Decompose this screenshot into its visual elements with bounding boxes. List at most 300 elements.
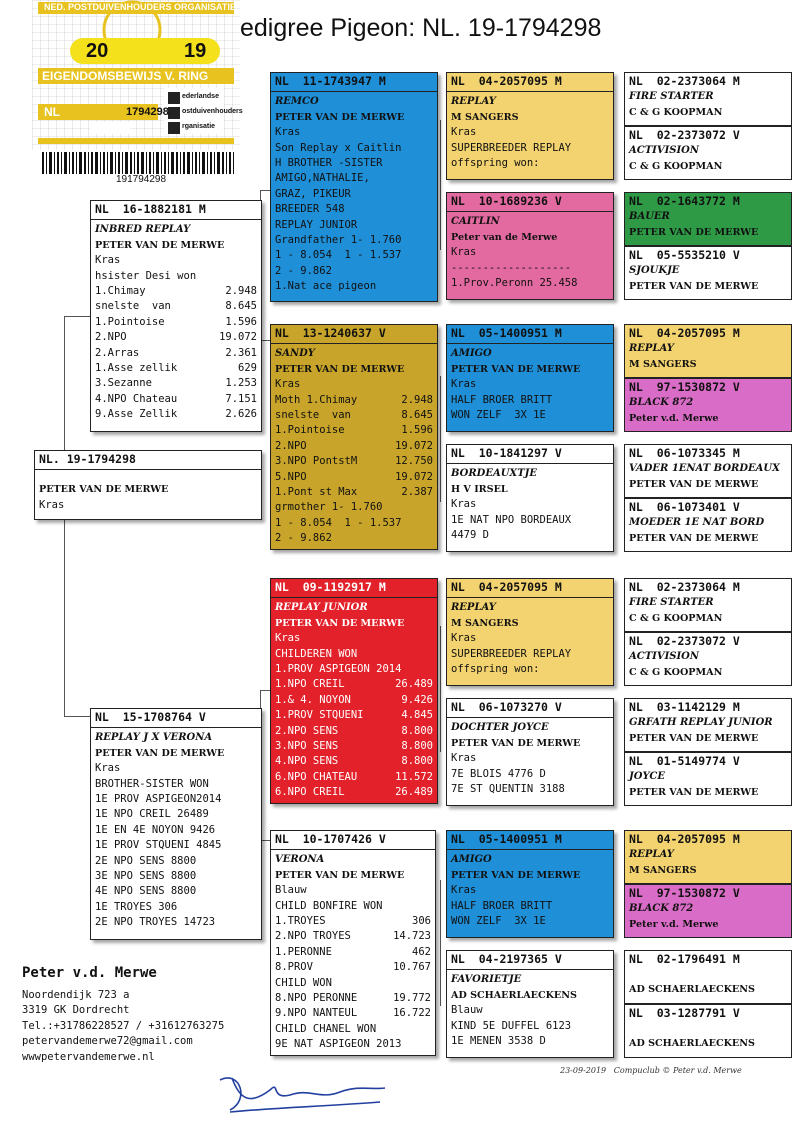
bird-name: BAUER	[629, 211, 670, 223]
result-line	[95, 392, 257, 407]
result-label: CHILD BONFIRE WON	[275, 899, 383, 912]
certificate-number: 1794298	[126, 106, 169, 118]
result-label: 2E NPO TROYES 14723	[95, 916, 216, 929]
ancestor-card-3-bottom[interactable]	[624, 498, 792, 552]
result-line	[275, 439, 433, 454]
bird-color: Kras	[451, 752, 477, 765]
owner-name: Peter v.d. Merwe	[629, 412, 719, 424]
result-line	[275, 156, 433, 171]
owner-name: C & G KOOPMAN	[629, 160, 723, 172]
result-value: 19.072	[219, 331, 257, 344]
result-label: 2.Arras	[95, 346, 140, 359]
result-label: 2.NPO	[95, 331, 127, 344]
certificate-org-p: ostduivenhouders	[182, 108, 243, 115]
result-label: 1E MENEN 3538 D	[451, 1035, 546, 1048]
result-label: 1.Nat ace pigeon	[275, 280, 377, 293]
result-line	[275, 785, 433, 800]
result-label: 1.PROV STQUENI	[275, 709, 364, 722]
result-line	[275, 500, 433, 515]
card-divider	[447, 849, 613, 850]
result-line	[95, 346, 257, 361]
card-divider	[91, 727, 261, 728]
result-value: 8.800	[401, 724, 433, 737]
result-label: BROTHER-SISTER WON	[95, 777, 209, 790]
owner-name: PETER VAN DE MERWE	[629, 226, 759, 238]
bird-color: Kras	[275, 632, 301, 645]
result-line	[95, 900, 257, 915]
pedigree-card-mmm[interactable]	[446, 950, 614, 1058]
result-line	[451, 1019, 609, 1034]
result-label: 7E BLOIS 4776 D	[451, 767, 546, 780]
ancestor-card-3-top[interactable]	[624, 444, 792, 498]
result-line	[95, 838, 257, 853]
result-line	[451, 528, 609, 543]
bird-color: Kras	[451, 126, 477, 139]
result-label: offspring won:	[451, 663, 540, 676]
result-line	[95, 361, 257, 376]
result-line	[451, 141, 609, 156]
bird-name: JOYCE	[629, 771, 665, 783]
bird-name: REMCO	[275, 96, 319, 108]
ring-number: NL 03-1142129 M	[629, 700, 740, 714]
connector-line	[260, 190, 270, 191]
result-line	[275, 408, 433, 423]
result-line	[95, 299, 257, 314]
bird-name: MOEDER 1E NAT BORD	[629, 517, 765, 529]
owner-name: PETER VAN DE MERWE	[95, 239, 225, 251]
result-label: 1.NPO CREIL	[275, 678, 345, 691]
result-line	[275, 899, 431, 914]
result-line	[451, 156, 609, 171]
ring-number: NL 02-2373072 V	[629, 634, 740, 648]
card-divider	[271, 343, 437, 344]
bird-color: Blauw	[275, 884, 307, 897]
result-line	[275, 1022, 431, 1037]
ancestor-card-0-top[interactable]	[624, 72, 792, 126]
owner-name: PETER VAN DE MERWE	[275, 617, 405, 629]
connector-line	[440, 880, 441, 1006]
result-line	[95, 376, 257, 391]
owner-name: PETER VAN DE MERWE	[39, 484, 169, 496]
result-line	[275, 991, 431, 1006]
result-value: 26.489	[395, 678, 433, 691]
result-label: -------------------	[451, 261, 572, 274]
connector-line	[64, 520, 65, 716]
bird-name: REPLAY	[451, 96, 496, 108]
connector-line	[64, 716, 90, 717]
ring-number: NL 03-1287791 V	[629, 1006, 740, 1020]
bird-color: Kras	[39, 498, 65, 511]
ring-number: NL 10-1689236 V	[451, 194, 562, 208]
phone-line: Tel.:+31786228527 / +31612763275	[22, 1019, 225, 1032]
result-label: 3.NPO PontstM	[275, 455, 358, 468]
result-line	[451, 1034, 609, 1049]
result-line	[275, 662, 433, 677]
result-line	[451, 261, 609, 276]
main-bird-card[interactable]	[34, 450, 262, 520]
result-value: 4.845	[401, 709, 433, 722]
result-line	[95, 777, 257, 792]
result-label: CHILD CHANEL WON	[275, 1022, 377, 1035]
bird-name: REPLAY	[629, 343, 674, 355]
result-label: CHILD WON	[275, 976, 332, 989]
result-line	[275, 171, 433, 186]
owner-name: PETER VAN DE MERWE	[451, 737, 581, 749]
result-value: 8.800	[401, 755, 433, 768]
owner-name: Peter v.d. Merwe	[629, 918, 719, 930]
result-label: AMIGO,NATHALIE,	[275, 172, 370, 185]
ring-number: NL 06-1073345 M	[629, 446, 740, 460]
print-date: 23-09-2019	[560, 1066, 607, 1075]
bird-name: REPLAY JUNIOR	[275, 602, 368, 614]
result-label: snelste van	[275, 409, 351, 422]
result-label: 6.NPO CREIL	[275, 786, 345, 799]
result-label: 1.Pointoise	[95, 315, 165, 328]
result-value: 16.722	[393, 1007, 431, 1020]
owner-name: AD SCHAERLAECKENS	[451, 989, 577, 1001]
result-value: 11.572	[395, 770, 433, 783]
result-value: 19.772	[393, 992, 431, 1005]
result-line	[95, 330, 257, 345]
result-label: WON ZELF 3X 1E	[451, 409, 546, 422]
result-label: 9.Asse Zellik	[95, 408, 178, 421]
bird-name: CAITLIN	[451, 216, 500, 228]
bird-name: VERONA	[275, 854, 325, 866]
bird-color: Kras	[451, 632, 477, 645]
ancestor-card-5-top[interactable]	[624, 698, 792, 752]
bird-name: FAVORIETJE	[451, 974, 522, 986]
result-line	[451, 393, 609, 408]
owner-name: Peter van de Merwe	[451, 231, 558, 243]
connector-line	[64, 316, 65, 452]
owner-name: M SANGERS	[451, 111, 519, 123]
result-label: 1.PROV ASPIGEON 2014	[275, 663, 402, 676]
bird-name: GRFATH REPLAY JUNIOR	[629, 717, 773, 729]
bird-color: Kras	[275, 378, 301, 391]
bird-name: FIRE STARTER	[629, 597, 714, 609]
result-line	[275, 708, 433, 723]
pedigree-card-ff[interactable]	[270, 72, 438, 302]
pedigree-card-fm[interactable]	[270, 324, 438, 550]
result-line	[95, 284, 257, 299]
result-label: 1.Chimay	[95, 285, 146, 298]
ring-number: NL 01-5149774 V	[629, 754, 740, 768]
result-line	[275, 233, 433, 248]
pedigree-card-mfm[interactable]	[446, 698, 614, 806]
result-line	[275, 141, 433, 156]
result-line	[275, 187, 433, 202]
pedigree-card-fff[interactable]	[446, 72, 614, 180]
result-line	[95, 792, 257, 807]
result-line	[275, 423, 433, 438]
result-label: 1E PROV ASPIGEON2014	[95, 793, 222, 806]
ancestor-card-7-top[interactable]	[624, 950, 792, 1004]
result-line	[275, 724, 433, 739]
result-line	[451, 767, 609, 782]
result-line	[275, 516, 433, 531]
result-label: KIND 5E DUFFEL 6123	[451, 1019, 572, 1032]
pedigree-card-fmm[interactable]	[446, 444, 614, 552]
card-divider	[271, 849, 435, 850]
ring-number: NL 06-1073401 V	[629, 500, 740, 514]
email-line[interactable]: petervandemerwe72@gmail.com	[22, 1035, 193, 1047]
ring-number: NL 10-1707426 V	[275, 832, 386, 846]
result-value: 19.072	[395, 470, 433, 483]
result-value: 26.489	[395, 786, 433, 799]
result-label: Moth 1.Chimay	[275, 393, 358, 406]
website-line[interactable]: wwwpetervandemerwe.nl	[22, 1050, 155, 1063]
ancestor-card-5-bottom[interactable]	[624, 752, 792, 806]
connector-line	[64, 316, 90, 317]
result-line	[95, 407, 257, 422]
pedigree-card-mf[interactable]	[270, 578, 438, 804]
pedigree-card-father[interactable]	[90, 200, 262, 432]
result-label: REPLAY JUNIOR	[275, 218, 358, 231]
owner-name: H V IRSEL	[451, 483, 508, 495]
bird-name: REPLAY	[451, 602, 496, 614]
owner-name: PETER VAN DE MERWE	[275, 363, 405, 375]
card-divider	[447, 969, 613, 970]
ring-number: NL 15-1708764 V	[95, 710, 206, 724]
ring-number: NL 10-1841297 V	[451, 446, 562, 460]
certificate-year-left: 20	[86, 40, 109, 62]
result-line	[275, 454, 433, 469]
owner-name: PETER VAN DE MERWE	[451, 869, 581, 881]
result-value: 1.596	[401, 424, 433, 437]
result-label: 8.PROV	[275, 961, 313, 974]
result-label: 1.Pointoise	[275, 424, 345, 437]
ring-number: NL 04-2057095 M	[451, 74, 562, 88]
bird-color: Kras	[451, 498, 477, 511]
result-line	[275, 770, 433, 785]
result-value: 9.426	[401, 693, 433, 706]
ownership-certificate	[8, 0, 243, 190]
result-label: 1.PERONNE	[275, 945, 332, 958]
result-label: 2 - 9.862	[275, 264, 332, 277]
print-credit: Compuclub © Peter v.d. Merwe	[613, 1066, 742, 1075]
result-label: HALF BROER BRITT	[451, 899, 553, 912]
certificate-barcode-number: 191794298	[116, 174, 167, 185]
owner-name: PETER VAN DE MERWE	[629, 786, 759, 798]
bird-color: Kras	[451, 884, 477, 897]
ancestor-card-0-bottom[interactable]	[624, 126, 792, 180]
card-divider	[447, 211, 613, 212]
result-value: 2.626	[225, 408, 257, 421]
result-line	[95, 823, 257, 838]
ring-number: NL 04-2057095 M	[451, 580, 562, 594]
result-line	[95, 807, 257, 822]
result-label: GRAZ, PIKEUR	[275, 187, 351, 200]
result-label: offspring won:	[451, 157, 540, 170]
result-label: 2E NPO SENS 8800	[95, 854, 197, 867]
result-value: 462	[412, 945, 431, 958]
pedigree-card-mff[interactable]	[446, 578, 614, 686]
ancestor-card-4-top[interactable]	[624, 578, 792, 632]
result-value: 12.750	[395, 455, 433, 468]
result-line	[275, 914, 431, 929]
owner-name: PETER VAN DE MERWE	[451, 363, 581, 375]
pedigree-card-fmf[interactable]	[446, 324, 614, 432]
bird-name: SANDY	[275, 348, 315, 360]
result-label: 1E NPO CREIL 26489	[95, 808, 209, 821]
result-label: 1 - 8.054 1 - 1.537	[275, 249, 402, 262]
ring-number: NL 02-1796491 M	[629, 952, 740, 966]
result-label: 1.Asse zellik	[95, 362, 178, 375]
result-label: Grandfather 1- 1.760	[275, 234, 402, 247]
result-line	[275, 960, 431, 975]
bird-name	[629, 1021, 787, 1036]
pedigree-card-mmf[interactable]	[446, 830, 614, 938]
owner-name: AD SCHAERLAECKENS	[629, 1038, 755, 1050]
bird-name: AMIGO	[451, 854, 492, 866]
bird-name: REPLAY J X VERONA	[95, 732, 213, 744]
result-line	[275, 279, 433, 294]
result-line	[95, 854, 257, 869]
result-label: 3E NPO SENS 8800	[95, 870, 197, 883]
ring-number: NL 13-1240637 V	[275, 326, 386, 340]
result-label: Son Replay x Caitlin	[275, 141, 402, 154]
bird-color: Kras	[95, 254, 121, 267]
card-divider	[447, 463, 613, 464]
bird-name: SJOUKJE	[629, 265, 680, 277]
result-line	[275, 929, 431, 944]
ring-number: NL 02-1643772 M	[629, 194, 740, 208]
bird-name: AMIGO	[451, 348, 492, 360]
result-label: 2.NPO TROYES	[275, 930, 351, 943]
result-line	[275, 485, 433, 500]
owner-name: M SANGERS	[451, 617, 519, 629]
result-line	[451, 782, 609, 797]
ancestor-card-1-top[interactable]	[624, 192, 792, 246]
result-line	[451, 914, 609, 929]
result-value: 629	[238, 362, 257, 375]
result-label: 2 - 9.862	[275, 532, 332, 545]
result-label: 1.TROYES	[275, 915, 326, 928]
result-line	[95, 884, 257, 899]
result-line	[275, 945, 431, 960]
bird-name	[629, 967, 787, 982]
bird-name: ACTIVISION	[629, 651, 700, 663]
result-label: BREEDER 548	[275, 203, 345, 216]
result-line	[95, 269, 257, 284]
ancestor-card-2-bottom[interactable]	[624, 378, 792, 432]
pedigree-card-mother[interactable]	[90, 708, 262, 940]
pedigree-card-mm[interactable]	[270, 830, 436, 1056]
connector-line	[440, 376, 441, 502]
owner-name: PETER VAN DE MERWE	[629, 532, 759, 544]
result-line	[275, 264, 433, 279]
result-line	[451, 662, 609, 677]
ring-number: NL 16-1882181 M	[95, 202, 206, 216]
bird-name: FIRE STARTER	[629, 91, 714, 103]
result-line	[95, 315, 257, 330]
ring-number: NL 02-2373064 M	[629, 580, 740, 594]
bird-color: Kras	[451, 378, 477, 391]
result-value: 2.948	[225, 285, 257, 298]
ring-number: NL 04-2057095 M	[629, 326, 740, 340]
result-value: 14.723	[393, 930, 431, 943]
result-label: 4.NPO Chateau	[95, 392, 178, 405]
page-title: edigree Pigeon: NL. 19-1794298	[240, 14, 602, 42]
result-value: 2.361	[225, 346, 257, 359]
result-line	[95, 869, 257, 884]
ring-number: NL 05-1400951 M	[451, 832, 562, 846]
result-label: 1E EN 4E NOYON 9426	[95, 823, 216, 836]
result-line	[275, 470, 433, 485]
owner-name: C & G KOOPMAN	[629, 666, 723, 678]
result-line	[275, 202, 433, 217]
result-label: snelste van	[95, 300, 171, 313]
ancestor-card-6-top[interactable]	[624, 830, 792, 884]
ancestor-card-1-bottom[interactable]	[624, 246, 792, 300]
ring-number: NL 04-2197365 V	[451, 952, 562, 966]
result-label: 1 - 8.054 1 - 1.537	[275, 516, 402, 529]
ring-number: NL. 19-1794298	[39, 452, 136, 466]
result-value: 8.645	[225, 300, 257, 313]
bird-color: Kras	[95, 762, 121, 775]
result-line	[275, 754, 433, 769]
city-line: 3319 GK Dordrecht	[22, 1004, 130, 1016]
bird-name: BORDEAUXTJE	[451, 468, 537, 480]
ring-number: NL 09-1192917 M	[275, 580, 386, 594]
ancestor-card-2-top[interactable]	[624, 324, 792, 378]
certificate-year-right: 19	[184, 40, 207, 62]
breeder-name: Peter v.d. Merwe	[22, 965, 157, 981]
result-line	[275, 693, 433, 708]
result-label: 9E NAT ASPIGEON 2013	[275, 1038, 402, 1051]
print-stamp	[560, 1066, 742, 1075]
card-divider	[271, 597, 437, 598]
bird-color: Blauw	[451, 1004, 483, 1017]
result-label: HALF BROER BRITT	[451, 393, 553, 406]
result-line	[451, 513, 609, 528]
result-line	[451, 647, 609, 662]
result-label: H BROTHER -SISTER	[275, 157, 383, 170]
card-divider	[271, 91, 437, 92]
result-value: 10.767	[393, 961, 431, 974]
result-label: hsister Desi won	[95, 269, 197, 282]
address-line: Noordendijk 723 a	[22, 988, 130, 1001]
result-label: 8.NPO PERONNE	[275, 992, 358, 1005]
pedigree-card-ffm[interactable]	[446, 192, 614, 300]
owner-name: PETER VAN DE MERWE	[95, 747, 225, 759]
ancestor-card-7-bottom[interactable]	[624, 1004, 792, 1058]
result-value: 2.948	[401, 393, 433, 406]
ancestor-card-6-bottom[interactable]	[624, 884, 792, 938]
result-label: SUPERBREEDER REPLAY	[451, 647, 572, 660]
card-divider	[447, 597, 613, 598]
result-line	[275, 531, 433, 546]
ancestor-card-4-bottom[interactable]	[624, 632, 792, 686]
ring-number: NL 06-1073270 V	[451, 700, 562, 714]
result-label: 5.NPO	[275, 470, 307, 483]
result-value: 2.387	[401, 486, 433, 499]
connector-line	[260, 690, 270, 691]
result-value: 19.072	[395, 439, 433, 452]
result-label: 4479 D	[451, 529, 489, 542]
connector-line	[440, 626, 441, 752]
result-label: WON ZELF 3X 1E	[451, 915, 546, 928]
owner-name: C & G KOOPMAN	[629, 612, 723, 624]
owner-name: PETER VAN DE MERWE	[629, 280, 759, 292]
bird-color: Kras	[451, 246, 477, 259]
bird-name: REPLAY	[629, 849, 674, 861]
result-label: 3.NPO SENS	[275, 740, 339, 753]
result-line	[275, 1006, 431, 1021]
result-label: 9.NPO NANTEUL	[275, 1007, 358, 1020]
result-label: SUPERBREEDER REPLAY	[451, 141, 572, 154]
owner-name: M SANGERS	[629, 358, 697, 370]
